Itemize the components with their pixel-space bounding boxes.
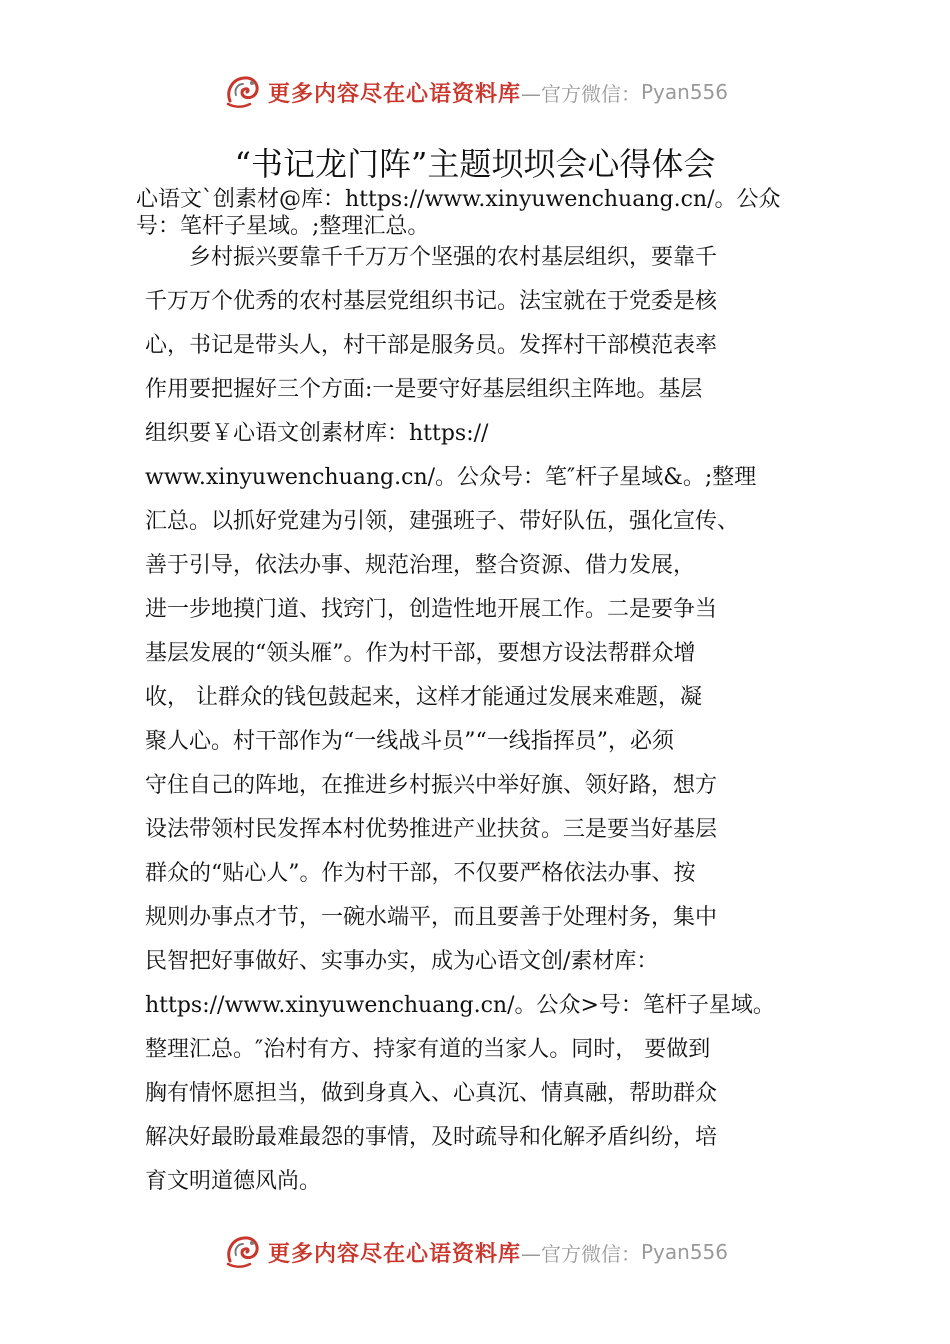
banner-wechat-id: Pyan556: [641, 80, 729, 104]
banner-dash-text: —官方微信：: [521, 1241, 641, 1266]
footer-banner: [0, 1230, 950, 1274]
body-line: 千万万个优秀的农村基层党组织书记。法宝就在于党委是核: [145, 289, 718, 314]
document-title: “书记龙门阵”主题坝坝会心得体会: [234, 145, 716, 183]
body-line: 民智把好事做好、实事办实，成为心语文创/素材库：: [145, 949, 659, 974]
body-line: 组织要￥心语文创素材库：https://: [145, 421, 489, 446]
body-line: www.xinyuwenchuang.cn/。公众号：笔″杆子星域&。;整理: [145, 465, 757, 490]
phoenix-swirl-icon: [222, 71, 264, 113]
banner-main-text: 更多内容尽在心语资料库: [267, 80, 521, 107]
body-line: 汇总。以抓好党建为引领，建强班子、带好队伍，强化宣传、: [145, 509, 740, 534]
document-intro: [136, 186, 836, 240]
banner-wechat-id: Pyan556: [641, 1240, 729, 1264]
banner-dash-text: —官方微信：: [521, 81, 641, 106]
body-line: 基层发展的“领头雁”。作为村干部，要想方设法帮群众增: [145, 641, 696, 666]
phoenix-swirl-icon: [222, 1231, 264, 1273]
body-line: 聚人心。村干部作为“一线战斗员”“一线指挥员”，必须: [145, 729, 674, 754]
header-banner: [0, 70, 950, 114]
body-line: 作用要把握好三个方面:一是要守好基层组织主阵地。基层: [145, 377, 703, 402]
intro-line: 号：笔杆子星域。;整理汇总。: [136, 214, 430, 239]
body-line: 守住自己的阵地，在推进乡村振兴中举好旗、领好路，想方: [145, 773, 718, 798]
body-line: 规则办事点才节，一碗水端平，而且要善于处理村务，集中: [145, 905, 718, 930]
body-line: 乡村振兴要靠千千万万个坚强的农村基层组织，要靠千: [145, 245, 718, 270]
body-line: 进一步地摸门道、找窍门，创造性地开展工作。二是要争当: [145, 597, 718, 622]
body-line: 收， 让群众的钱包鼓起来，这样才能通过发展来难题，凝: [145, 685, 702, 710]
intro-line: 心语文`创素材@库：https://www.xinyuwenchuang.cn/。公众: [136, 187, 781, 212]
body-line: https://www.xinyuwenchuang.cn/。公众>号：笔杆子星域。: [145, 993, 775, 1018]
body-line: 群众的“贴心人”。作为村干部，不仅要严格依法办事、按: [145, 861, 696, 886]
body-line: 设法带领村民发挥本村优势推进产业扶贫。三是要当好基层: [145, 817, 718, 842]
body-line: 解决好最盼最难最怨的事情，及时疏导和化解矛盾纠纷，培: [145, 1125, 718, 1150]
body-line: 胸有情怀愿担当，做到身真入、心真沉、情真融，帮助群众: [145, 1081, 718, 1106]
body-line: 育文明道德风尚。: [145, 1169, 322, 1194]
body-line: 善于引导，依法办事、规范治理，整合资源、借力发展，: [145, 553, 696, 578]
body-line: 心，书记是带头人，村干部是服务员。发挥村干部模范表率: [145, 333, 718, 358]
body-line: 整理汇总。″治村有方、持家有道的当家人。同时， 要做到: [145, 1037, 711, 1062]
banner-main-text: 更多内容尽在心语资料库: [267, 1240, 521, 1267]
